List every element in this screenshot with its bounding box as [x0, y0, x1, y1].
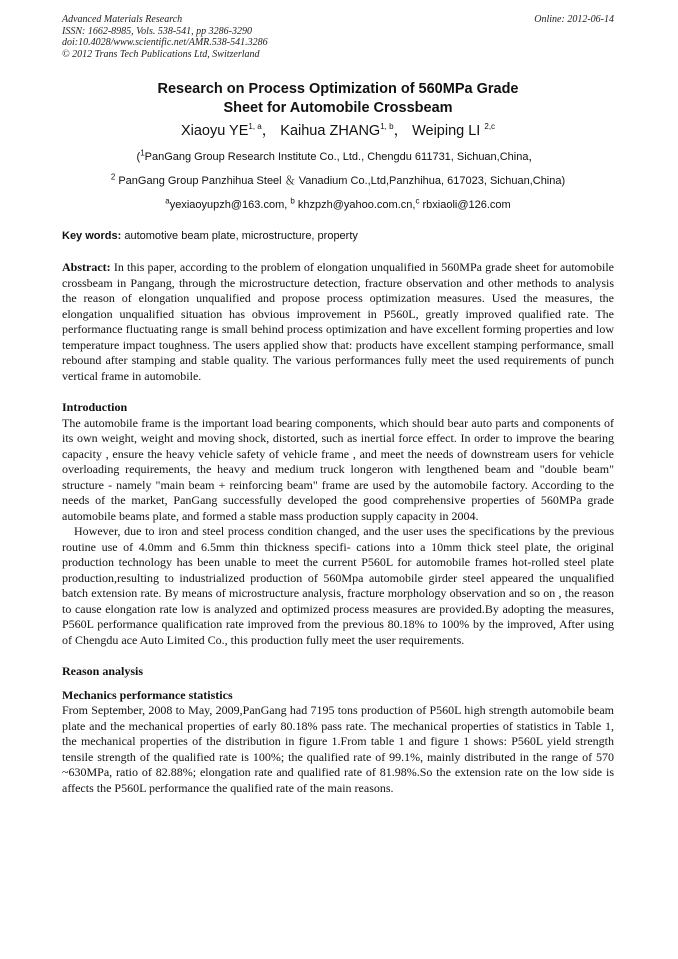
abstract-label: Abstract: [62, 260, 111, 274]
author-name: Xiaoyu YE [180, 123, 249, 139]
author-affil-mark: 1, b [380, 122, 394, 132]
title-line-2: Sheet for Automobile Crossbeam [223, 100, 453, 116]
affiliation-text: PanGang Group Panzhihua Steel ＆ Vanadium Co.,Ltd,Panzhihua, 617023, Sichuan,China) [115, 175, 566, 187]
affiliation-mark: 2 [110, 172, 116, 182]
section-heading-introduction: Introduction [62, 400, 128, 414]
keywords [62, 229, 614, 243]
doi-line: doi:10.4028/www.scientific.net/AMR.538-541.3286 [62, 37, 268, 48]
keywords-text: automotive beam plate, microstructure, property [121, 230, 358, 242]
author-list [62, 122, 614, 140]
email-address: rbxiaoli@126.com [419, 199, 511, 211]
email-address: khzpzh@yahoo.com.cn, [294, 199, 416, 211]
author-separator: ， [393, 123, 409, 139]
email-mark: b [290, 196, 295, 206]
intro-paragraph-2: However, due to iron and steel process condition changed, and the user uses the specifications by the previous routine use of 4.0mm and 6.5mm thin thickness specifi- cations into a 10mm thick steel plate, the original production technology has been unable to meet the current P560L for automobile frames hot-rolled steel plate production,resulting to industrialized production of 560Mpa automobile girder steel appeared the unqualified batch extension rate. By means of microstructure analysis, fracture morphology observation and so on , the reason to cause elongation rate low is analyzed and optimized process measures are provided.By adopting the measures, P560L performance qualification rate improved from the previous 80.18% to 100% by the improved, After using of Chengdu ace Auto Limited Co., this production fully meet the user requirements. [62, 524, 614, 647]
affiliation-paren: ( [136, 151, 141, 163]
email-address: yexiaoyupzh@163.com, [169, 199, 291, 211]
author-affil-mark: 1, a [248, 122, 262, 132]
issn-line: ISSN: 1662-8985, Vols. 538-541, pp 3286-3290 [62, 25, 252, 37]
abstract-text: In this paper, according to the problem of elongation unqualified in 560MPa grade sheet for automobile crossbeam in Pangang, through the microstructure detection, fracture observation and other methods to analysis the reason of elongation unqualified and propose process optimization measures. Used the measures, the elongation unqualified situation has obvious improvement in P560L, greatly improved qualified rate. The performance fluctuating range is small behind process optimization and have excellent forming properties and low temperature impact toughness. The users applied show that: products have excellent stamping performance, small rebound after stamping and stable quality. The various performances fully meet the used requirements of punch vertical frame in automobile. [62, 260, 614, 383]
paper-title [62, 80, 614, 118]
subsection-heading-mechanics: Mechanics performance statistics [62, 687, 233, 702]
affiliation-2 [62, 174, 614, 188]
affiliation-mark: 1 [140, 148, 145, 158]
paper-page [62, 14, 614, 796]
affiliation-text: PanGang Group Research Institute Co., Ltd., Chengdu 611731, Sichuan,China， [144, 151, 540, 163]
section-heading-reason-analysis: Reason analysis [62, 664, 144, 678]
mechanics-paragraph-1: From September, 2008 to May, 2009,PanGang had 7195 tons production of P560L high strength automobile beam plate and the mechanical properties of early 80.18% pass rate. The mechanical properties of statistics in Table 1, the mechanical properties of the distribution in figure 1.From table 1 and figure 1 shows: P560L yield strength tensile strength of the qualified rate is 100%; the qualified rate of 99.1%, mainly distributed in the range of 570 ~630MPa, ratio of 82.88%; elongation rate and qualified rate of 81.98%.So the extension rate on the low side is affects the P560L performance the qualified rate of the main reasons. [62, 703, 614, 795]
author-name: Weiping LI [412, 123, 485, 139]
journal-name: Advanced Materials Research [62, 14, 183, 25]
affiliation-1 [62, 150, 614, 164]
copyright-line: © 2012 Trans Tech Publications Ltd, Switzerland [62, 48, 260, 60]
title-line-1: Research on Process Optimization of 560MPa Grade [157, 81, 519, 97]
journal-header [62, 14, 614, 60]
author-separator: ， [261, 123, 277, 139]
keywords-label: Key words: [62, 230, 122, 242]
intro-paragraph-1: The automobile frame is the important load bearing components, which should bear auto parts and components of its own weight, weight and moving shock, distorted, such as inertial force effect. In order to improve the bearing capacity , ensure the heavy vehicle safety of vehicle frame , and meet the needs of downstream users for vehicle overloading requirements, the heavy and medium truck longeron with lengthened beam and "double beam" structure - namely "main beam + reinforcing beam" frame are used by the automobile factory. According to the needs of the market, PanGang successfully developed the good comprehensive properties of 560MPa grade automobile beams plate, and formed a stable mass production supply capacity in 2004. [62, 415, 614, 523]
email-mark: a [165, 196, 170, 206]
online-date: Online: 2012-06-14 [534, 14, 614, 25]
author-name: Kaihua ZHANG [280, 123, 381, 139]
abstract [62, 260, 614, 384]
email-mark: c [415, 196, 420, 206]
author-affil-mark: 2,c [484, 122, 496, 132]
author-emails [62, 198, 614, 212]
